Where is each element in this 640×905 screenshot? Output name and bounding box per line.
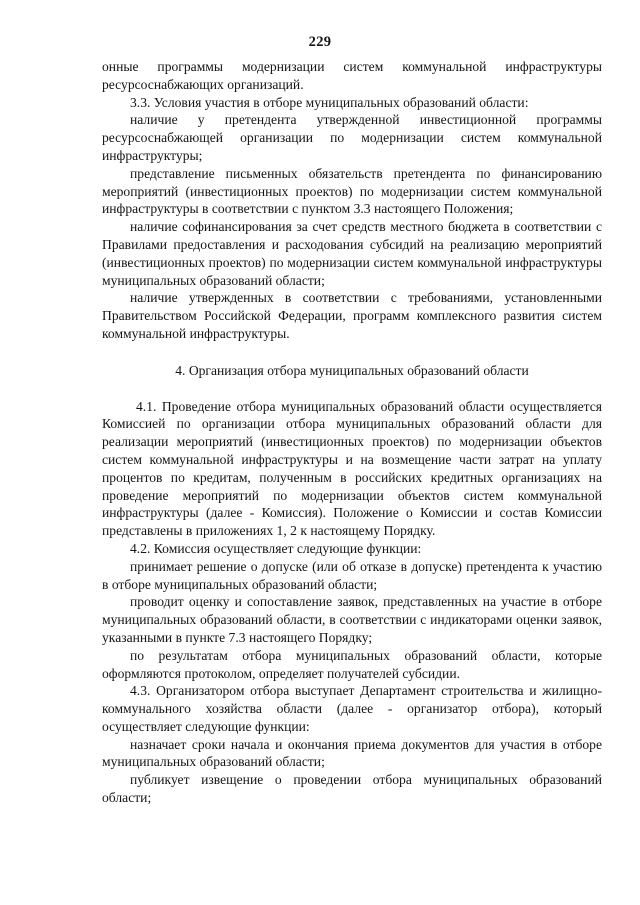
paragraph-function-recipients: по результатам отбора муниципальных образований области, которые оформляются протоколом, определяет получателей субсидии. — [102, 647, 602, 681]
paragraph-condition-investment-program: наличие у претендента утвержденной инвестиционной программы ресурсоснабжающей организации по модернизации систем коммунальной инфраструктуры; — [102, 112, 602, 163]
paragraph-function-evaluation: проводит оценку и сопоставление заявок, представленных на участие в отборе муниципальных образований области, в соответствии с индикаторами оценки заявок, указанными в пункте 7.3 настоящего Порядку; — [102, 594, 602, 645]
paragraph-condition-cofinancing: наличие софинансирования за счет средств местного бюджета в соответствии с Правилами предоставления и расходования субсидий на реализацию мероприятий (инвестиционных проектов) по модернизации систем коммунальной инфраструктуры муниципальных образований области; — [102, 219, 602, 288]
paragraph-4-1: 4.1. Проведение отбора муниципальных образований области осуществляется Комиссией по организации отбора муниципальных образований области для реализации мероприятий (инвестиционных проектов) по модернизации объектов систем коммунальной инфраструктуры и на возмещение части затрат на уплату процентов по кредитам, полученным в российских кредитных организациях на проведение мероприятий по модернизации объектов систем коммунальной инфраструктуры (далее - Комиссия). Положение о Комиссии и состав Комиссии представлены в приложениях 1, 2 к настоящему Порядку. — [102, 398, 602, 539]
paragraph-condition-financing-obligations: представление письменных обязательств претендента по финансированию мероприятий (инвестиционных проектов) по модернизации систем коммунальной инфраструктуры в соответствии с пунктом 3.3 настоящего Положения; — [102, 165, 602, 217]
paragraph-function-notice: публикует извещение о проведении отбора муниципальных образований области; — [102, 772, 602, 806]
paragraph-4-3: 4.3. Организатором отбора выступает Департамент строительства и жилищно-коммунального хозяйства области (далее - организатор отбора), который осуществляет следующие функции: — [102, 683, 602, 734]
paragraph-continuation: онные программы модернизации систем коммунальной инфраструктуры ресурсоснабжающих организаций. — [102, 59, 602, 92]
paragraph-3-3-title: 3.3. Условия участия в отборе муниципальных образований области: — [130, 94, 529, 110]
paragraph-4-2-title: 4.2. Комиссия осуществляет следующие функции: — [130, 540, 422, 556]
page-number: 229 — [308, 34, 332, 50]
section-heading: 4. Организация отбора муниципальных образований области — [175, 362, 529, 378]
paragraph-function-deadlines: назначает сроки начала и окончания приема документов для участия в отборе муниципальных образований области; — [102, 736, 602, 770]
document-body — [102, 58, 602, 807]
paragraph-function-admission: принимает решение о допуске (или об отказе в допуске) претендента к участию в отборе муниципальных образований области; — [102, 558, 602, 592]
paragraph-condition-development-programs: наличие утвержденных в соответствии с требованиями, установленными Правительством Российской Федерации, программ комплексного развития систем коммунальной инфраструктуры. — [102, 290, 602, 341]
